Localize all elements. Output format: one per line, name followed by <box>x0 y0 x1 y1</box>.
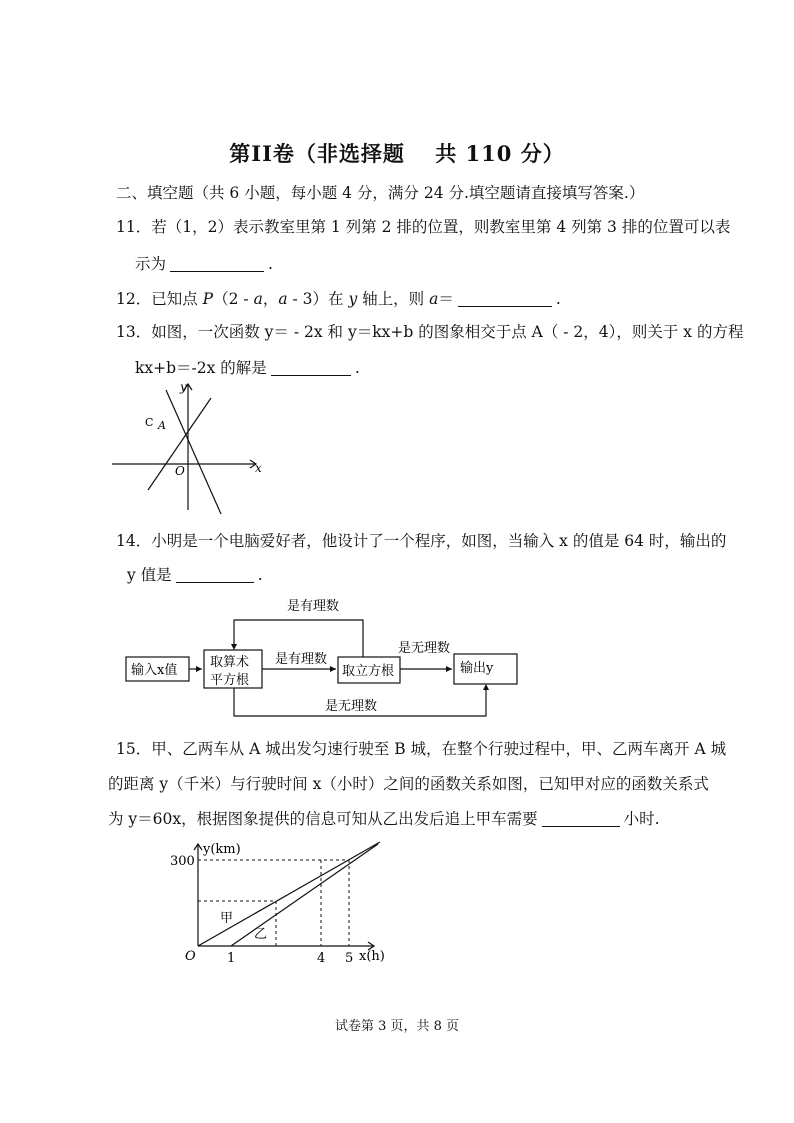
question-text: 小明是一个电脑爱好者，他设计了一个程序，如图，当输入 x 的值是 64 时，输出的 <box>151 532 727 550</box>
var-y: y <box>348 290 358 308</box>
page-title: 第II卷（非选择题 共 110 分） <box>229 141 565 166</box>
answer-blank[interactable] <box>542 810 620 827</box>
question-14-line1 <box>116 530 726 552</box>
y-label: y <box>180 380 187 394</box>
answer-blank[interactable] <box>271 359 351 376</box>
origin-label: O <box>185 949 196 964</box>
page-footer: 试卷第 3 页，共 8 页 <box>334 1019 460 1034</box>
q14-flowchart <box>120 592 530 722</box>
question-number: 14． <box>116 532 152 550</box>
flow-cbrt-label: 取立方根 <box>342 664 395 679</box>
text: ， <box>262 290 279 308</box>
origin-label: O <box>175 464 185 478</box>
question-11-line1 <box>116 216 730 238</box>
q15-distance-time-graph <box>168 838 398 968</box>
flow-irrational-bottom: 是无理数 <box>325 699 378 714</box>
q13-function-graph <box>108 378 268 518</box>
question-15-line2 <box>108 773 709 795</box>
answer-blank[interactable] <box>176 566 254 583</box>
text: 已知点 <box>151 290 203 308</box>
question-text: 示为 <box>135 255 167 273</box>
var-p: P <box>202 290 214 308</box>
point-a-label: A <box>158 419 166 432</box>
question-text: 为 y＝60x，根据图象提供的信息可知从乙出发后追上甲车需要 <box>108 810 538 828</box>
question-text: 的距离 y（千米）与行驶时间 x（小时）之间的函数关系如图，已知甲对应的函数关系式 <box>108 775 709 793</box>
tick-4: 4 <box>317 951 326 966</box>
question-13-line2 <box>135 357 360 379</box>
period: . <box>555 290 561 308</box>
period: . <box>268 255 273 273</box>
tick-300: 300 <box>170 854 195 869</box>
question-number: 13． <box>116 323 152 341</box>
question-text: y 值是 <box>127 566 172 584</box>
question-number: 15． <box>116 740 152 758</box>
flow-output-label: 输出y <box>460 661 494 676</box>
period: . <box>257 566 263 584</box>
question-12 <box>116 288 561 310</box>
tick-1: 1 <box>227 951 236 966</box>
answer-blank[interactable] <box>170 255 264 272</box>
x-label: x <box>255 461 262 475</box>
label-yi: 乙 <box>254 927 268 942</box>
question-text: 如图，一次函数 y＝ - 2x 和 y＝kx+b 的图象相交于点 A（ - 2，4），则关于 x 的方程 <box>151 323 744 341</box>
mark-c: C <box>145 416 154 429</box>
y-axis-label: y(km) <box>203 842 241 857</box>
flow-rational-top: 是有理数 <box>287 599 340 614</box>
flow-rational-mid: 是有理数 <box>275 652 328 667</box>
question-text: kx+b＝-2x 的解是 <box>135 359 267 377</box>
question-text: 小时. <box>623 810 660 828</box>
line-jia <box>198 842 380 946</box>
question-number: 11． <box>116 218 152 236</box>
tick-5: 5 <box>345 951 354 966</box>
flow-sqrt-label-2: 平方根 <box>210 673 250 688</box>
x-axis-label: x(h) <box>359 949 385 964</box>
period: . <box>354 359 360 377</box>
flow-sqrt-label-1: 取算术 <box>210 655 250 670</box>
question-14-line2 <box>127 564 263 586</box>
section-heading: 二、填空题（共 6 小题，每小题 4 分，满分 24 分.填空题请直接填写答案.） <box>116 184 645 202</box>
question-15-line1 <box>116 738 726 760</box>
question-text: 若（1，2）表示教室里第 1 列第 2 排的位置，则教室里第 4 列第 3 排的位置可以表 <box>151 218 731 236</box>
text: （2 - <box>213 290 254 308</box>
label-jia: 甲 <box>220 911 234 926</box>
flow-input-label: 输入x值 <box>131 663 178 678</box>
text: 轴上，则 <box>357 290 430 308</box>
text: ＝ <box>438 290 454 308</box>
question-number: 12． <box>116 290 152 308</box>
var-a: a <box>253 290 263 308</box>
question-13-line1 <box>116 321 743 343</box>
question-11-line2 <box>135 253 273 275</box>
answer-blank[interactable] <box>458 290 552 307</box>
question-15-line3 <box>108 808 660 830</box>
flow-irrational-top: 是无理数 <box>398 641 451 656</box>
var-a: a <box>429 290 439 308</box>
var-a: a <box>278 290 288 308</box>
question-text: 甲、乙两车从 A 城出发匀速行驶至 B 城，在整个行驶过程中，甲、乙两车离开 A 城 <box>151 740 727 758</box>
text: - 3）在 <box>287 290 349 308</box>
